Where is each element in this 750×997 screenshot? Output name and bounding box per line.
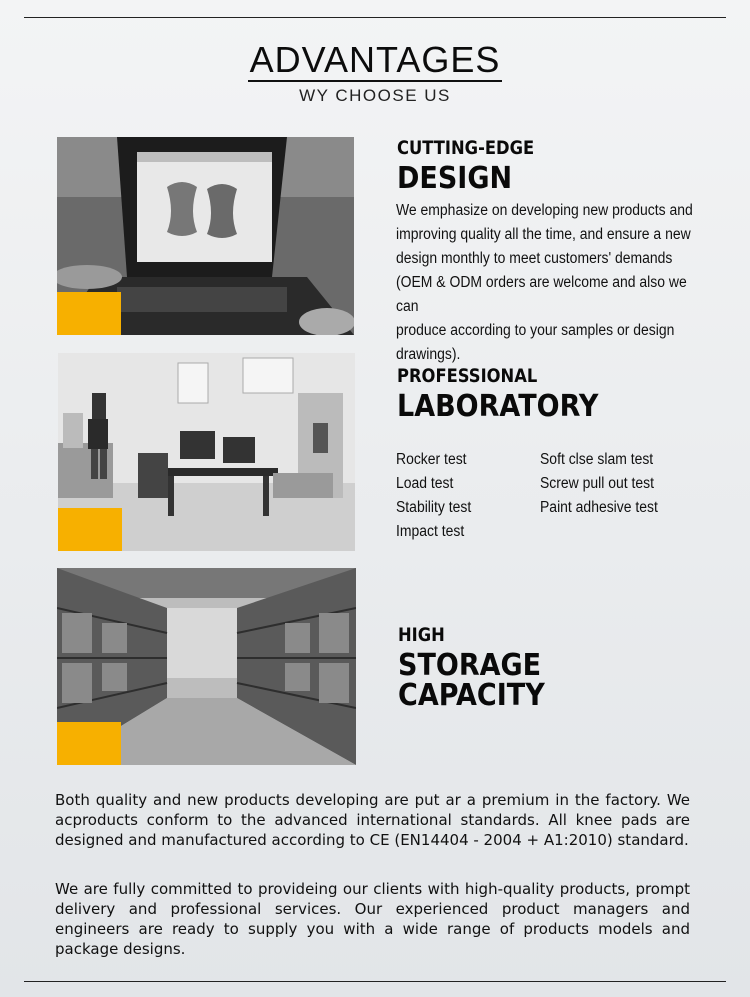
test-item: Load test [396, 475, 454, 492]
laboratory-photo [58, 353, 355, 551]
accent-square [57, 722, 121, 765]
section-storage-title-line1: STORAGE [398, 648, 542, 683]
body-line: (OEM & ODM orders are welcome and also we can [396, 274, 687, 315]
top-divider [24, 17, 726, 18]
test-item: Screw pull out test [540, 475, 654, 492]
section-storage-subtitle: HIGH [398, 624, 445, 646]
accent-square [57, 292, 121, 335]
body-line: drawings). [396, 346, 461, 363]
test-list [396, 448, 706, 544]
accent-square [58, 508, 122, 551]
section-storage-title-line2: CAPACITY [398, 678, 545, 713]
bottom-divider [24, 981, 726, 982]
body-line: design monthly to meet customers' demands [396, 250, 673, 267]
test-item: Stability test [396, 499, 472, 516]
section-laboratory-subtitle: PROFESSIONAL [397, 365, 538, 387]
test-item: Impact test [396, 523, 465, 540]
test-item: Soft clse slam test [540, 451, 654, 468]
footer-paragraph-quality: Both quality and new products developing are put ar a premium in the factory. We acproducts conform to the advanced international standards. All knee pads are designed and manufactured according to CE (EN14404 - 2004 + A1:2010) standard. [55, 791, 690, 849]
page-title: ADVANTAGES [249, 39, 501, 80]
section-design-title: DESIGN [397, 161, 513, 196]
storage-photo [57, 568, 356, 765]
body-line: produce according to your samples or design [396, 322, 675, 339]
section-laboratory-title: LABORATORY [397, 389, 599, 424]
section-design-subtitle: CUTTING-EDGE [397, 137, 535, 159]
test-item: Paint adhesive test [540, 499, 658, 516]
test-item: Rocker test [396, 451, 467, 468]
design-photo [57, 137, 354, 335]
page-subtitle: WY CHOOSE US [299, 86, 451, 105]
footer-paragraph-commitment: We are fully committed to provideing our clients with high-quality products, prompt delivery and professional services. Our experienced product managers and engineers are ready to supply you with a wide range of products models and package designs. [55, 880, 690, 958]
section-design-body [396, 199, 711, 367]
page-header [0, 39, 750, 106]
body-line: improving quality all the time, and ensure a new [396, 226, 691, 243]
body-line: We emphasize on developing new products and [396, 202, 693, 219]
